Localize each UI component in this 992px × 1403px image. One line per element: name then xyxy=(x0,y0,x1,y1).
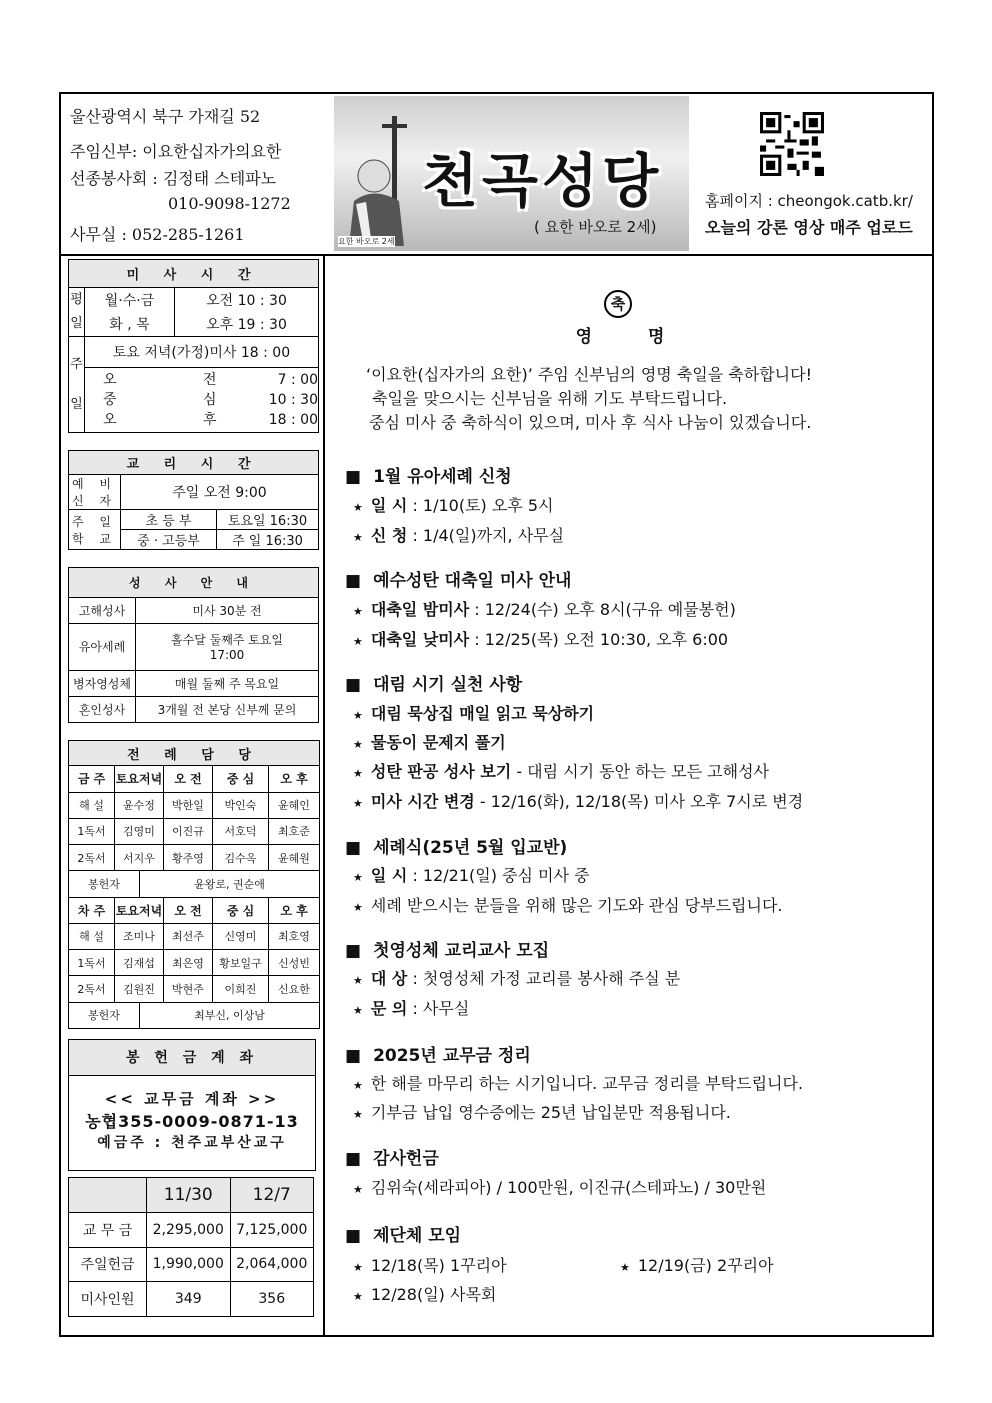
row-label: 봉헌자 xyxy=(69,871,140,897)
image-caption: 요한 바오로 2세 xyxy=(338,237,395,246)
label: 심 xyxy=(203,392,217,408)
dept: 중 · 고등부 xyxy=(121,530,217,550)
notice-heading xyxy=(345,833,567,858)
notice-item xyxy=(353,597,736,620)
cell: 356 xyxy=(230,1282,314,1317)
item-text: 한 해를 마무리 하는 시기입니다. 교무금 정리를 부탁드립니다. xyxy=(370,1074,804,1093)
item-text: : 12/21(일) 중심 미사 중 xyxy=(407,866,590,885)
cell: 1,990,000 xyxy=(147,1247,231,1282)
table-row xyxy=(69,1282,314,1317)
cell: 최선주 xyxy=(164,923,213,949)
star-bullet-icon: ★ xyxy=(353,974,363,987)
table-row xyxy=(69,1247,314,1282)
cell: 해 설 xyxy=(69,923,115,949)
notice-item xyxy=(353,1175,766,1198)
liturgy-table xyxy=(68,740,320,1029)
row-label: 주일헌금 xyxy=(69,1247,147,1282)
table-title: 미 사 시 간 xyxy=(69,260,319,288)
time: 10 : 30 xyxy=(268,392,318,408)
cell: 김재섭 xyxy=(115,950,164,976)
notice-item xyxy=(353,701,594,724)
table-row xyxy=(69,792,320,818)
cell: 최호영 xyxy=(269,923,320,949)
week-label: 금 주 xyxy=(69,766,115,792)
star-bullet-icon: ★ xyxy=(353,709,363,722)
item-label: 일 시 xyxy=(370,866,408,885)
item-label: 성탄 판공 성사 보기 xyxy=(370,762,512,781)
square-bullet-icon: ■ xyxy=(345,1226,362,1246)
cell: 1독서 xyxy=(69,818,115,844)
star-bullet-icon: ★ xyxy=(353,635,363,648)
notice-item xyxy=(353,759,769,782)
sacrament-name: 혼인성사 xyxy=(69,696,136,722)
offerings-table xyxy=(68,1177,314,1317)
cell: 윤왕로, 권순애 xyxy=(140,871,320,897)
row-label: 봉헌자 xyxy=(69,1002,140,1028)
row-label: 교 무 금 xyxy=(69,1213,147,1248)
corner-cell xyxy=(69,1178,147,1213)
square-bullet-icon: ■ xyxy=(345,941,362,961)
item-text: 12/28(일) 사목회 xyxy=(370,1285,497,1304)
feast-line: 중심 미사 중 축하식이 있으며, 미사 후 식사 나눔이 있겠습니다. xyxy=(369,413,812,432)
cell: 이희진 xyxy=(213,976,269,1002)
cell: 2,064,000 xyxy=(230,1247,314,1282)
star-bullet-icon: ★ xyxy=(353,901,363,914)
dept: 초 등 부 xyxy=(121,510,217,530)
heading-text: 대림 시기 실천 사항 xyxy=(373,675,523,695)
star-bullet-icon: ★ xyxy=(353,1004,363,1017)
feast-title: 영 명 xyxy=(575,327,665,347)
table-title: 교 리 시 간 xyxy=(69,451,319,475)
cell: 김영미 xyxy=(115,818,164,844)
days: 월·수·금 xyxy=(85,288,175,313)
cell: 황보일구 xyxy=(213,950,269,976)
divider xyxy=(323,255,325,1337)
star-bullet-icon: ★ xyxy=(353,738,363,751)
cell: 해 설 xyxy=(69,792,115,818)
notice-item xyxy=(353,893,783,916)
pope-illustration-icon xyxy=(344,116,434,246)
item-label: 대림 묵상집 매일 읽고 묵상하기 xyxy=(370,704,595,723)
item-text: 김위숙(세라피아) / 100만원, 이진규(스테파노) / 30만원 xyxy=(370,1178,767,1197)
cell: 윤혜인 xyxy=(269,792,320,818)
square-bullet-icon: ■ xyxy=(345,571,362,591)
qr-code-icon[interactable] xyxy=(760,112,824,176)
time: 18 : 00 xyxy=(268,412,318,428)
square-bullet-icon: ■ xyxy=(345,838,362,858)
heading-text: 1월 유아세례 신청 xyxy=(373,467,512,487)
label: 오 xyxy=(103,412,117,428)
item-text: 세례 받으시는 분들을 위해 많은 기도와 관심 당부드립니다. xyxy=(370,896,783,915)
cell: 최은영 xyxy=(164,950,213,976)
item-label: 대축일 밤미사 xyxy=(370,600,470,619)
notice-item xyxy=(353,493,554,516)
cell: 7,125,000 xyxy=(230,1213,314,1248)
table-row xyxy=(69,871,320,897)
label: 전 xyxy=(203,372,217,388)
divider xyxy=(59,254,934,256)
label: 중 xyxy=(103,392,117,408)
notice-item xyxy=(353,523,564,546)
time: 주 일 16:30 xyxy=(217,530,319,550)
star-bullet-icon: ★ xyxy=(353,1108,363,1121)
church-banner xyxy=(334,96,689,251)
star-bullet-icon: ★ xyxy=(353,605,363,618)
cell: 349 xyxy=(147,1282,231,1317)
label: 후 xyxy=(203,412,217,428)
item-label: 대 상 xyxy=(370,969,408,988)
label: 평 xyxy=(70,292,83,307)
cell: 조미나 xyxy=(115,923,164,949)
sacrament-name: 고해성사 xyxy=(69,598,136,624)
celebration-badge-icon: 축 xyxy=(604,290,632,318)
time: 7 : 00 xyxy=(277,372,318,388)
item-label: 물동이 문제지 풀기 xyxy=(370,733,506,752)
sacrament-info: 미사 30분 전 xyxy=(136,598,319,624)
cell: 서지우 xyxy=(115,845,164,871)
sacrament-info: 매월 둘째 주 목요일 xyxy=(136,670,319,696)
table-title: 성 사 안 내 xyxy=(69,568,319,598)
column-header: 오 후 xyxy=(269,766,320,792)
star-bullet-icon: ★ xyxy=(353,797,363,810)
sacraments-table xyxy=(68,567,319,723)
table-row xyxy=(69,818,320,844)
catechism-table xyxy=(68,450,319,550)
star-bullet-icon: ★ xyxy=(353,871,363,884)
item-text: 기부금 납입 영수증에는 25년 납입분만 적용됩니다. xyxy=(370,1103,731,1122)
column-header: 오 후 xyxy=(269,897,320,923)
item-text: : 첫영성체 가정 교리를 봉사해 주실 분 xyxy=(407,969,681,988)
star-bullet-icon: ★ xyxy=(353,1183,363,1196)
account-number: 농협355-0009-0871-13 xyxy=(85,1112,299,1131)
item-text: - 12/16(화), 12/18(목) 미사 오후 7시로 변경 xyxy=(474,792,804,811)
cell: 신성빈 xyxy=(269,950,320,976)
cell: 이진규 xyxy=(164,818,213,844)
office-phone: 사무실 : 052-285-1261 xyxy=(70,225,245,244)
address: 울산광역시 북구 가재길 52 xyxy=(70,107,261,126)
label: 주 일 학 교 xyxy=(69,510,121,550)
cell: 박인숙 xyxy=(213,792,269,818)
notice-heading xyxy=(345,1221,461,1246)
label: 주 xyxy=(70,356,83,372)
time: 오전 10 : 30 xyxy=(175,288,319,313)
label: 일 xyxy=(70,396,83,412)
time: 토요일 16:30 xyxy=(217,510,319,530)
square-bullet-icon: ■ xyxy=(345,1046,362,1066)
heading-text: 첫영성체 교리교사 모집 xyxy=(373,941,550,961)
column-header: 오 전 xyxy=(164,766,213,792)
saturday-mass: 토요 저녁(가정)미사 18 : 00 xyxy=(85,337,319,368)
item-label: 대축일 낮미사 xyxy=(370,630,470,649)
cell: 2,295,000 xyxy=(147,1213,231,1248)
table-row xyxy=(69,1213,314,1248)
item-label: 문 의 xyxy=(370,999,408,1018)
cell: 신영미 xyxy=(213,923,269,949)
item-text: : 12/25(목) 오전 10:30, 오후 6:00 xyxy=(469,630,729,649)
notice-heading xyxy=(345,936,549,961)
church-name: 천곡성당 xyxy=(422,147,663,215)
item-text: 12/18(목) 1꾸리아 xyxy=(370,1256,507,1275)
feast-line: 축일을 맞으시는 신부님을 위해 기도 부탁드립니다. xyxy=(372,389,728,408)
notice-heading xyxy=(345,1144,439,1169)
item-text: : 1/4(일)까지, 사무실 xyxy=(407,526,565,545)
cell: 최부신, 이상남 xyxy=(140,1002,320,1028)
item-label: 신 청 xyxy=(370,526,408,545)
video-notice: 오늘의 강론 영상 매주 업로드 xyxy=(705,218,913,237)
homepage-link[interactable]: 홈페이지 : cheongok.catb.kr/ xyxy=(705,192,913,210)
sacrament-info: 홀수달 둘째주 토요일 17:00 xyxy=(136,624,319,671)
item-text: 12/19(금) 2꾸리아 xyxy=(637,1256,774,1275)
account-holder: 예금주 : 천주교부산교구 xyxy=(97,1135,287,1151)
item-label: 일 시 xyxy=(370,496,408,515)
star-bullet-icon: ★ xyxy=(620,1261,630,1274)
notice-item xyxy=(620,1253,774,1276)
cell: 김수옥 xyxy=(213,845,269,871)
table-header-row xyxy=(69,766,320,792)
account-box xyxy=(68,1039,316,1171)
account-heading: << 교무금 계좌 >> xyxy=(104,1090,280,1108)
time: 오후 19 : 30 xyxy=(175,312,319,337)
cell: 신요한 xyxy=(269,976,320,1002)
row-label: 미사인원 xyxy=(69,1282,147,1317)
notice-item xyxy=(353,789,803,812)
column-header: 토요저녁 xyxy=(115,766,164,792)
heading-text: 제단체 모임 xyxy=(373,1226,462,1246)
star-bullet-icon: ★ xyxy=(353,1079,363,1092)
notice-item xyxy=(353,1071,803,1094)
week-label: 차 주 xyxy=(69,897,115,923)
cell: 김원진 xyxy=(115,976,164,1002)
table-row xyxy=(69,950,320,976)
column-header: 토요저녁 xyxy=(115,897,164,923)
catechumen-time: 주일 오전 9:00 xyxy=(121,475,319,510)
sacrament-name: 유아세례 xyxy=(69,624,136,671)
cell: 박현주 xyxy=(164,976,213,1002)
table-header-row xyxy=(69,897,320,923)
mass-times-table xyxy=(68,259,319,433)
label: 예 비 신 자 xyxy=(69,475,121,510)
table-row xyxy=(69,845,320,871)
notice-item xyxy=(353,1282,496,1305)
cell: 윤혜원 xyxy=(269,845,320,871)
cell: 황주영 xyxy=(164,845,213,871)
notice-item xyxy=(353,1100,731,1123)
feast-line: ‘이요한(십자가의 요한)’ 주임 신부님의 영명 축일을 축하합니다! xyxy=(366,365,812,384)
notice-item xyxy=(353,863,590,886)
notice-item xyxy=(353,966,680,989)
date-header: 12/7 xyxy=(230,1178,314,1213)
cell: 윤수정 xyxy=(115,792,164,818)
column-header: 중 심 xyxy=(213,766,269,792)
table-row xyxy=(69,923,320,949)
column-header: 중 심 xyxy=(213,897,269,923)
star-bullet-icon: ★ xyxy=(353,1261,363,1274)
table-row xyxy=(69,1002,320,1028)
heading-text: 2025년 교무금 정리 xyxy=(373,1046,531,1066)
label: 일 xyxy=(70,316,83,331)
item-text: : 12/24(수) 오후 8시(구유 예물봉헌) xyxy=(469,600,736,619)
table-title: 전 례 담 당 xyxy=(69,741,320,766)
column-header: 오 전 xyxy=(164,897,213,923)
item-text: : 사무실 xyxy=(407,999,470,1018)
council: 선종봉사회 : 김정태 스테파노 xyxy=(70,169,277,188)
cell: 박한일 xyxy=(164,792,213,818)
table-row xyxy=(69,976,320,1002)
notice-item xyxy=(353,730,506,753)
heading-text: 감사헌금 xyxy=(373,1149,439,1169)
star-bullet-icon: ★ xyxy=(353,1290,363,1303)
table-title: 봉 헌 금 계 좌 xyxy=(69,1040,315,1076)
notice-item xyxy=(353,996,469,1019)
sacrament-name: 병자영성체 xyxy=(69,670,136,696)
notice-item xyxy=(353,627,728,650)
label: 오 xyxy=(103,372,117,388)
notice-item xyxy=(353,1253,507,1276)
council-phone: 010-9098-1272 xyxy=(168,194,291,213)
notice-heading xyxy=(345,1041,531,1066)
cell: 2독서 xyxy=(69,976,115,1002)
cell: 2독서 xyxy=(69,845,115,871)
heading-text: 예수성탄 대축일 미사 안내 xyxy=(373,571,572,591)
pastor: 주임신부: 이요한십자가의요한 xyxy=(70,142,282,161)
notice-heading xyxy=(345,566,571,591)
heading-text: 세례식(25년 5월 입교반) xyxy=(373,838,568,858)
star-bullet-icon: ★ xyxy=(353,531,363,544)
item-label: 미사 시간 변경 xyxy=(370,792,475,811)
cell: 서호덕 xyxy=(213,818,269,844)
days: 화 , 목 xyxy=(85,312,175,337)
cell: 1독서 xyxy=(69,950,115,976)
item-text: - 대림 시기 동안 하는 모든 고해성사 xyxy=(511,762,769,781)
cell: 최호준 xyxy=(269,818,320,844)
square-bullet-icon: ■ xyxy=(345,1149,362,1169)
square-bullet-icon: ■ xyxy=(345,675,362,695)
notice-heading xyxy=(345,670,522,695)
star-bullet-icon: ★ xyxy=(353,501,363,514)
star-bullet-icon: ★ xyxy=(353,767,363,780)
patron: ( 요한 바오로 2세) xyxy=(534,218,657,236)
notice-heading xyxy=(345,462,512,487)
item-text: : 1/10(토) 오후 5시 xyxy=(407,496,554,515)
square-bullet-icon: ■ xyxy=(345,467,362,487)
sacrament-info: 3개월 전 본당 신부께 문의 xyxy=(136,696,319,722)
date-header: 11/30 xyxy=(147,1178,231,1213)
